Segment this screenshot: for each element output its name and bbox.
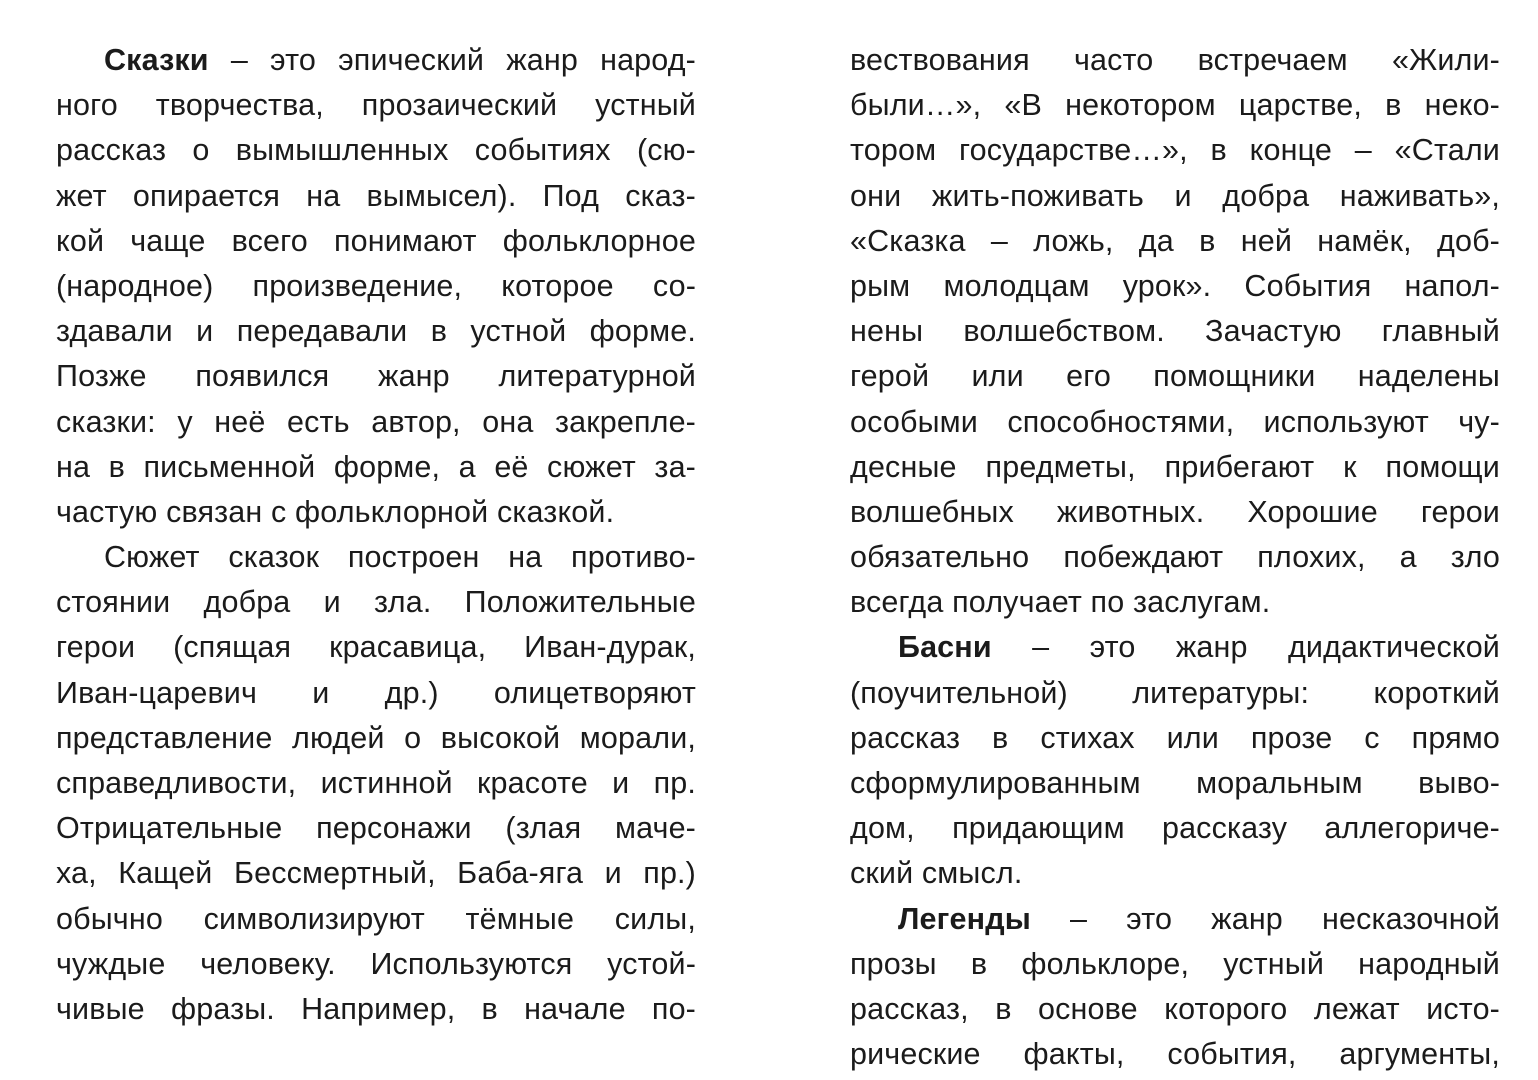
text-line: Позже появился жанр литературной [56,359,696,394]
text-line: справедливости, истинной красоте и пр. [56,766,696,800]
text-line: (поучительной) литературы: короткий [850,675,1500,710]
text-line: рассказ в стихах или прозе с прямо [850,720,1500,755]
text-line: десные предметы, прибегают к помощи [850,449,1500,484]
text-line: особыми способностями, используют чу- [850,404,1500,439]
term-fairy-tales: Сказки [104,43,209,77]
text-line: ский смысл. [850,856,1023,891]
text-line: (народное) произведение, которое со- [56,268,696,303]
text-line: частую связан с фольклорной сказкой. [56,494,615,529]
text-line: нены волшебством. Зачастую главный [850,314,1500,349]
text-line: чивые фразы. Например, в начале по- [56,991,696,1026]
paragraph-fairy-tales-first-line: Сказки – это эпический жанр народ- [104,43,696,77]
text-line: волшебных животных. Хорошие герои [850,494,1500,529]
text-line: рассказ о вымышленных событиях (сю- [56,133,696,168]
text-line: дом, придающим рассказу аллегориче- [850,811,1500,846]
text-line: они жить-поживать и добра наживать», [850,178,1500,213]
text-line: рические факты, события, аргументы, [850,1037,1500,1072]
text-line: представление людей о высокой морали, [56,720,696,755]
text-line: «Сказка – ложь, да в ней намёк, доб- [850,223,1500,258]
text-line: всегда получает по заслугам. [850,585,1271,620]
text-line: обычно символизируют тёмные силы, [56,901,696,936]
text-line: сказки: у неё есть автор, она закрепле- [56,404,696,439]
text-line: обязательно побеждают плохих, а зло [850,540,1500,575]
text-line: ного творчества, прозаический устный [56,88,696,123]
paragraph-plot-first-line: Сюжет сказок построен на противо- [104,540,696,575]
paragraph-fables-first-line: Басни – это жанр дидактической [898,630,1500,665]
text-line: рым молодцам урок». События напол- [850,268,1500,303]
left-column [56,38,696,1032]
text-line: жет опирается на вымысел). Под сказ- [56,178,696,213]
text-line: Иван-царевич и др.) олицетворяют [56,675,696,710]
text-line: кой чаще всего понимают фольклорное [56,223,696,258]
text-line: вествования часто встречаем «Жили- [850,43,1500,77]
text-line: на в письменной форме, а её сюжет за- [56,449,696,484]
text-line: сформулированным моральным выво- [850,766,1500,800]
text-line: ха, Кащей Бессмертный, Баба-яга и пр.) [56,856,696,891]
text-line: были…», «В некотором царстве, в неко- [850,88,1500,123]
text-line: Отрицательные персонажи (злая маче- [56,811,696,846]
term-fables: Басни [898,630,992,665]
text-line: стоянии добра и зла. Положительные [56,585,696,620]
text-line: чуждые человеку. Используются устой- [56,946,696,981]
term-legends: Легенды [898,901,1031,936]
right-column [850,38,1500,1077]
text-line: прозы в фольклоре, устный народный [850,946,1500,981]
text-line: герои (спящая красавица, Иван-дурак, [56,630,696,665]
text-line: здавали и передавали в устной форме. [56,314,696,349]
text-line: тором государстве…», в конце – «Стали [850,133,1500,168]
text-line: рассказ, в основе которого лежат исто- [850,991,1500,1026]
paragraph-legends-first-line: Легенды – это жанр несказочной [898,901,1500,936]
text-line: герой или его помощники наделены [850,359,1500,394]
